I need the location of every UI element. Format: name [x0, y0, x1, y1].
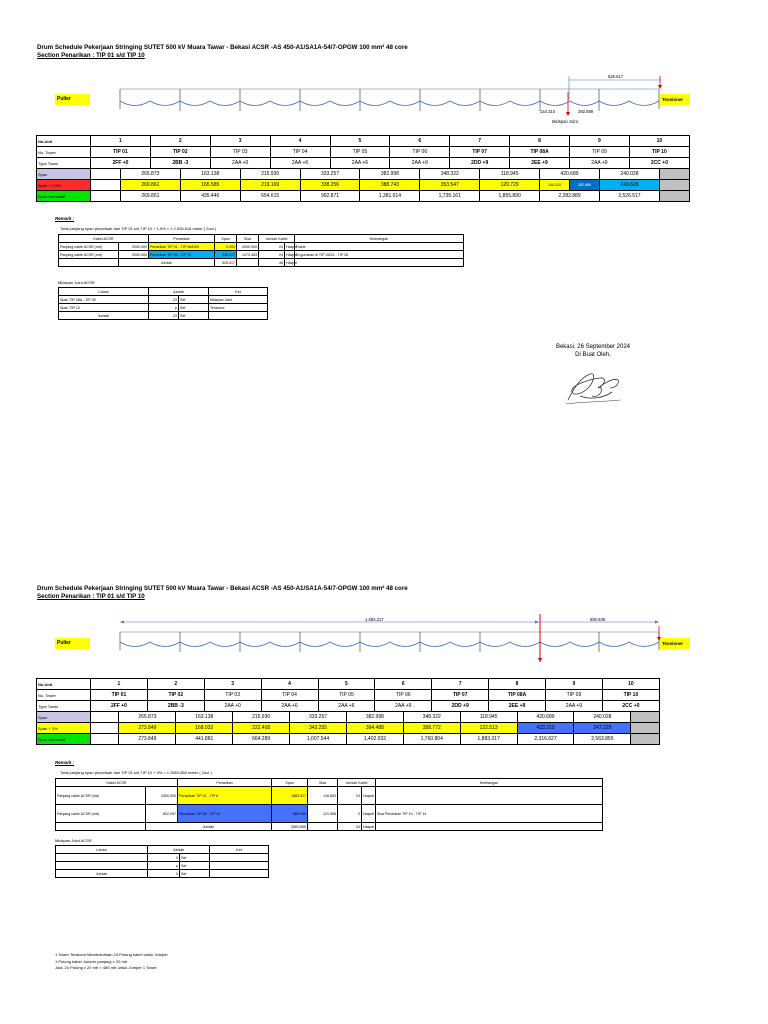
td: [210, 862, 269, 870]
row-label: No. Tower: [37, 690, 91, 701]
note-line: 1 Tower Tensiond Membutuhkan 24 Potong kabel untuk Jumper: [55, 952, 168, 957]
tower-cell: TIP 04: [261, 690, 318, 701]
td: 48: [259, 259, 285, 267]
span15-cell: 219.169: [240, 180, 300, 191]
td: Haspel: [286, 260, 298, 265]
note-line: 1 Potong kabel Jumper panjang ± 20 mtr: [55, 958, 128, 964]
tower-cell: TIP 01: [91, 147, 151, 158]
stringing-diagram-2: [37, 612, 667, 668]
row-label: Span + 3%: [37, 723, 91, 734]
td: 526.517: [215, 251, 237, 259]
unit-cell: 8: [510, 136, 570, 147]
td: Jumlah: [146, 823, 272, 831]
kum-cell: 1,760.804: [403, 734, 460, 745]
midspan-table-1: [58, 287, 268, 320]
td: 2563.855: [272, 823, 308, 831]
span-cell: 348.322: [420, 169, 480, 180]
total-text: Total panjang span penarikan dari TIP 01 s/d TIP 10 + 1,5% = ± 2.526,518 meter ( 2oct ): [60, 226, 217, 231]
tower-table-1: [36, 135, 690, 202]
td: 121.558: [308, 805, 338, 823]
th: Lokasi: [59, 288, 149, 296]
type-cell: 2EE +9: [510, 158, 570, 169]
th: Jumlah Kabel: [259, 235, 295, 243]
kum-cell: 441.881: [176, 734, 233, 745]
section-2-subtitle: Section Penarikan : TIP 01 s/d TIP 10: [37, 593, 145, 600]
td: Penarikan TIP 01 - TIP 8: [178, 787, 272, 805]
cable-table-2: [55, 778, 603, 831]
td: Haspel: [363, 824, 375, 829]
th: Jumlah Kabel: [338, 779, 376, 787]
type-cell: 2AA +6: [270, 158, 330, 169]
unit-cell: 10: [629, 136, 689, 147]
unit-cell: 1: [91, 136, 151, 147]
row-label: Span Kumulatif: [37, 734, 91, 745]
type-cell: 2FF +0: [91, 158, 151, 169]
span-cell: 163.138: [176, 712, 233, 723]
th: Keterangan: [295, 235, 464, 243]
kum-cell: 1,855.890: [480, 191, 540, 202]
td: Di gunakan di TIP 25/24 - TIP 26: [295, 251, 464, 259]
tower-cell: TIP 06: [375, 690, 432, 701]
kum-cell: 2,526.517: [599, 191, 659, 202]
th: Span: [272, 779, 308, 787]
kum-cell: 1,735.161: [420, 191, 480, 202]
td: 24: [149, 312, 179, 320]
th: Sisa: [237, 235, 259, 243]
span15-cell: 353.547: [420, 180, 480, 191]
unit-cell: 1: [91, 679, 148, 690]
td: Panjang cable ACSR (mtr): [56, 805, 146, 823]
td: Set: [180, 862, 210, 870]
signature-image: [560, 366, 630, 410]
type-cell: 2DD +9: [432, 701, 489, 712]
type-cell: 2BB -3: [150, 158, 210, 169]
th: Span: [215, 235, 237, 243]
unit-cell: 6: [375, 679, 432, 690]
unit-cell: 9: [546, 679, 603, 690]
th: Ket: [209, 288, 268, 296]
td: 24: [259, 243, 285, 251]
span-cell: 382.998: [346, 712, 403, 723]
row-label: No.Unit: [37, 136, 91, 147]
remark-label: Remark :: [55, 760, 75, 765]
tensioner-label: Tensioner: [660, 94, 690, 105]
td: 24: [338, 787, 362, 805]
td: p: [149, 304, 179, 312]
puller-label: Puller: [55, 638, 90, 649]
row-label: Span: [37, 712, 91, 723]
section-2-title: Drum Schedule Pekerjaan Stringing SUTET 500 kV Muara Tawar - Bekasi ACSR -AS 450-A1/SA1A-54/7-OPGW 100 mm² 48 core: [37, 585, 408, 592]
unit-cell: 5: [318, 679, 375, 690]
td: 24: [259, 251, 285, 259]
kum-cell: 654.615: [240, 191, 300, 202]
th: Lokasi: [56, 846, 148, 854]
kum-cell: 1,402.032: [346, 734, 403, 745]
td: Set: [179, 296, 209, 304]
td: 526.517: [215, 259, 237, 267]
row-label: No. Tower: [37, 147, 91, 158]
type-cell: 2FF +0: [91, 701, 148, 712]
span-cell: 382.998: [360, 169, 420, 180]
section-1-title: Drum Schedule Pekerjaan Stringing SUTET 500 kV Muara Tawar - Bekasi ACSR -AS 450-A1/SA1A-54/7-OPGW 100 mm² 48 core: [37, 44, 408, 51]
td: 0.000: [215, 243, 237, 251]
td: Haspel: [286, 244, 298, 249]
td: Haspel: [362, 787, 376, 805]
type-cell: 2AA +6: [261, 701, 318, 712]
type-cell: 2BB -3: [147, 701, 204, 712]
th: Jumlah: [148, 846, 210, 854]
tower-table-2: [36, 678, 690, 745]
type-cell: 2DD +9: [450, 158, 510, 169]
unit-cell: 3: [210, 136, 270, 147]
td: 2000.000: [119, 243, 149, 251]
note-line: Jadi, 24 Potong x 20 mtr = 480 mtr untuk Jumper 1 Tower: [55, 965, 157, 970]
tensioner-label: Tensioner: [660, 638, 690, 649]
dim-total: 526.517: [608, 74, 624, 79]
td: 802.097: [146, 805, 178, 823]
unit-cell: 8: [489, 679, 546, 690]
kum-cell: 2,316.627: [517, 734, 574, 745]
dim-right: 680.539: [590, 617, 606, 622]
td: 1883.317: [272, 787, 308, 805]
tower-cell: TIP 10: [602, 690, 659, 701]
type-cell: 2AA +0: [210, 158, 270, 169]
kum-cell: 1,381.614: [360, 191, 420, 202]
row-label: Type Tower: [37, 158, 91, 169]
td: Penarikan TIP 01 - TIP 08A/09: [149, 243, 215, 251]
unit-cell: 10: [602, 679, 659, 690]
td: Panjang cable ACSR (mtr): [59, 243, 119, 251]
td: [210, 854, 269, 862]
span-cell: 240.028: [574, 712, 631, 723]
th: Penarikan: [178, 779, 272, 787]
signature-place-date: Bekasi, 26 September 2024: [555, 344, 631, 350]
td: p: [148, 862, 180, 870]
dim-a: 144.310: [540, 109, 556, 114]
td: Panjang cable ACSR (mtr): [59, 251, 119, 259]
td: Set: [179, 304, 209, 312]
td: Set: [180, 854, 210, 862]
span-cell: 265.873: [120, 169, 180, 180]
tower-cell: TIP 09: [546, 690, 603, 701]
kum-cell: 1,883.317: [460, 734, 517, 745]
tower-cell: TIP 08A: [489, 690, 546, 701]
unit-cell: 3: [204, 679, 261, 690]
td: Sisa Penarikan TIP 10 - TIP 14: [376, 805, 603, 823]
td: Panjang cable ACSR (mtr): [56, 787, 146, 805]
type-cell: 2AA +9: [375, 701, 432, 712]
dim-left: 1,883.317: [365, 617, 384, 622]
tower-cell: TIP 05: [318, 690, 375, 701]
td: 1473.483: [237, 251, 259, 259]
midspan-joint-label: Midspan Joint: [552, 119, 578, 124]
unit-cell: 5: [330, 136, 390, 147]
cable-table-1: [58, 234, 464, 267]
td: Span TIP 08A - TIP 09: [59, 296, 149, 304]
span-cell: 420.689: [540, 169, 600, 180]
td: Span TIP 10: [59, 304, 149, 312]
td: 0: [338, 805, 362, 823]
th: Sisa: [308, 779, 338, 787]
tower-cell: TIP 07: [432, 690, 489, 701]
tower-cell: TIP 04: [270, 147, 330, 158]
td: 24: [338, 823, 362, 831]
td: Haspel: [362, 805, 376, 823]
span15-cell: 144.310: [540, 180, 570, 191]
kum-cell: 1,007.544: [290, 734, 347, 745]
th: Ket: [210, 846, 269, 854]
unit-cell: 7: [432, 679, 489, 690]
td: 0: [148, 870, 180, 878]
span15-cell: 120.729: [480, 180, 540, 191]
tower-cell: TIP 02: [150, 147, 210, 158]
type-cell: 2AA +9: [570, 158, 630, 169]
td: Penarikan TIP 08 - TIP 10: [178, 805, 272, 823]
type-cell: 2AA +9: [390, 158, 450, 169]
tower-cell: TIP 06: [390, 147, 450, 158]
span-cell: 240.028: [599, 169, 659, 180]
span3-cell: 394.488: [346, 723, 403, 734]
row-label: Span Kumulatif: [37, 191, 91, 202]
tower-cell: TIP 10: [629, 147, 689, 158]
span15-cell: 269.861: [120, 180, 180, 191]
th: Kabel ACSR: [59, 235, 149, 243]
kum-cell: 992.871: [300, 191, 360, 202]
unit-cell: 7: [450, 136, 510, 147]
td: 2000.000: [119, 251, 149, 259]
td: Jumlah: [119, 259, 215, 267]
midspan-title: Midspan Joint ACSR: [58, 280, 95, 285]
span3-cell: 222.408: [233, 723, 290, 734]
unit-cell: 4: [270, 136, 330, 147]
section-1-subtitle: Section Penarikan : TIP 01 s/d TIP 10: [37, 52, 145, 59]
td: [56, 862, 148, 870]
span15-cell: 243.628: [599, 180, 659, 191]
span-cell: 215.930: [240, 169, 300, 180]
span3-cell: 358.772: [403, 723, 460, 734]
type-cell: 2CC +0: [602, 701, 659, 712]
td: [56, 854, 148, 862]
span3-cell: 273.849: [119, 723, 176, 734]
span15-cell: 165.585: [180, 180, 240, 191]
span-cell: 215.930: [233, 712, 290, 723]
midspan-table-2: [55, 845, 269, 878]
tower-cell: TIP 07: [450, 147, 510, 158]
tower-cell: TIP 01: [91, 690, 148, 701]
span-cell: 118.945: [460, 712, 517, 723]
th: Jumlah: [149, 288, 209, 296]
span15-cell: 282.889: [570, 180, 600, 191]
unit-cell: 2: [147, 679, 204, 690]
td: 2000.000: [237, 243, 259, 251]
tower-cell: TIP 02: [147, 690, 204, 701]
kum-cell: 435.446: [180, 191, 240, 202]
td: Midspan Joint: [209, 296, 268, 304]
td: 0: [148, 854, 180, 862]
td: Jumlah: [56, 870, 148, 878]
td: [376, 787, 603, 805]
dim-b: 282.889: [578, 109, 594, 114]
th: Penarikan: [149, 235, 215, 243]
td: Fiakle: [295, 243, 464, 251]
remark-label: Remark :: [55, 216, 75, 221]
type-cell: 2EE +9: [489, 701, 546, 712]
span3-cell: 122.513: [460, 723, 517, 734]
row-label: No.Unit: [37, 679, 91, 690]
unit-cell: 9: [570, 136, 630, 147]
notes: [55, 952, 168, 972]
type-cell: 2AA +6: [330, 158, 390, 169]
td: Penarikan TIP 08 - TIP 10: [149, 251, 215, 259]
row-label: Span + 1,5%: [37, 180, 91, 191]
kum-cell: 2,563.855: [574, 734, 631, 745]
row-label: Type Tower: [37, 701, 91, 712]
signature-role: Di Buat Oleh,: [575, 352, 611, 358]
th: Keterangan: [376, 779, 603, 787]
row-label: Span: [37, 169, 91, 180]
span15-cell: 338.256: [300, 180, 360, 191]
td: 2000.000: [146, 787, 178, 805]
type-cell: 2AA +0: [204, 701, 261, 712]
span-cell: 348.322: [403, 712, 460, 723]
td: 680.539: [272, 805, 308, 823]
puller-label: Puller: [55, 94, 90, 105]
span3-cell: 433.310: [517, 723, 574, 734]
span3-cell: 168.032: [176, 723, 233, 734]
td: Haspel: [286, 252, 298, 257]
tower-cell: TIP 03: [210, 147, 270, 158]
kum-cell: 273.849: [119, 734, 176, 745]
td: 24: [149, 296, 179, 304]
tower-cell: TIP 03: [204, 690, 261, 701]
td: Tensiond: [209, 304, 268, 312]
tower-cell: TIP 08A: [510, 147, 570, 158]
span15-cell: 388.743: [360, 180, 420, 191]
span-cell: 333.257: [290, 712, 347, 723]
span3-cell: 247.229: [574, 723, 631, 734]
td: Set: [180, 870, 210, 878]
span-cell: 265.873: [119, 712, 176, 723]
midspan-title: Midspan Joint ACSR: [55, 838, 92, 843]
unit-cell: 4: [261, 679, 318, 690]
span-cell: 163.138: [180, 169, 240, 180]
type-cell: 2CC +0: [629, 158, 689, 169]
type-cell: 2AA +6: [318, 701, 375, 712]
td: Set: [179, 312, 209, 320]
span-cell: 118.945: [480, 169, 540, 180]
tower-cell: TIP 05: [330, 147, 390, 158]
kum-cell: 269.861: [120, 191, 180, 202]
td: Jumlah: [59, 312, 149, 320]
total-text: Total panjang span penarikan dari TIP 01 s/d TIP 10 + 3% = ± 2563,855 meter ( 2oct ): [60, 770, 212, 775]
th: Kabel ACSR: [56, 779, 178, 787]
span3-cell: 343.255: [290, 723, 347, 734]
unit-cell: 2: [150, 136, 210, 147]
span-cell: 333.257: [300, 169, 360, 180]
kum-cell: 2,282.889: [540, 191, 600, 202]
td: 116.683: [308, 787, 338, 805]
type-cell: 2AA +9: [546, 701, 603, 712]
unit-cell: 6: [390, 136, 450, 147]
span-cell: 420.689: [517, 712, 574, 723]
kum-cell: 664.289: [233, 734, 290, 745]
tower-cell: TIP 09: [570, 147, 630, 158]
